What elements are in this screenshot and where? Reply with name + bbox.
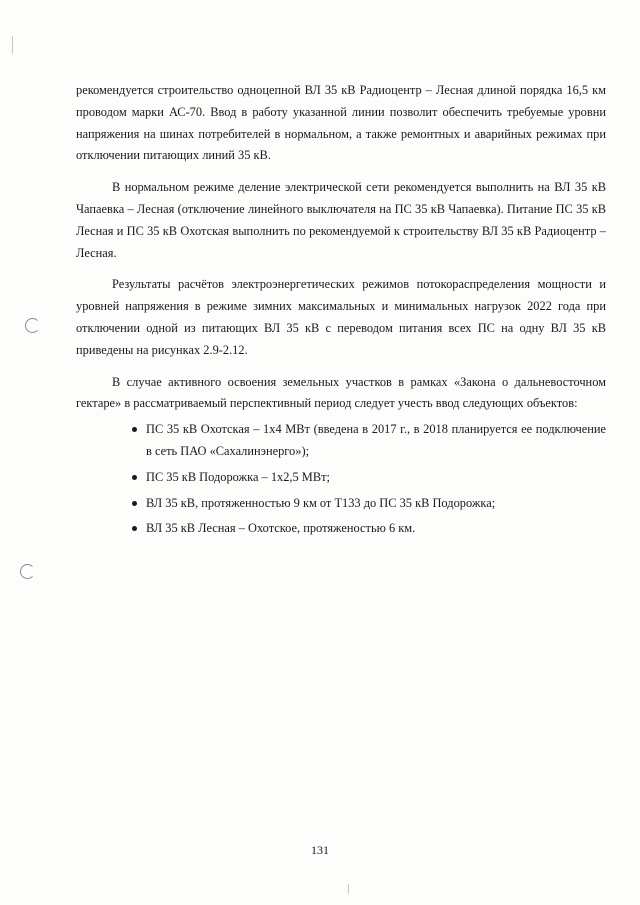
list-item xyxy=(76,518,606,540)
list-item-text: ВЛ 35 кВ Лесная – Охотское, протяженостью 6 км. xyxy=(146,521,416,536)
bullet-list xyxy=(76,419,606,540)
scan-artifact xyxy=(348,884,349,894)
list-item xyxy=(76,467,606,489)
list-item xyxy=(76,493,606,515)
list-item-text: ВЛ 35 кВ, протяженностью 9 км от Т133 до ПС 35 кВ Подорожка; xyxy=(146,495,496,510)
bullet-icon xyxy=(132,501,137,506)
list-item-text: ПС 35 кВ Охотская – 1х4 МВт (введена в 2017 г., в 2018 планируется ее подключение в сеть ПАО «Сахалинэнерго»); xyxy=(146,422,606,458)
scan-artifact xyxy=(12,36,13,54)
punch-hole-icon xyxy=(25,318,40,333)
paragraph: В случае активного освоения земельных участков в рамках «Закона о дальневосточном гектаре» в рассматриваемый перспективный период следует учесть ввод следующих объектов: xyxy=(76,374,606,411)
paragraph: В нормальном режиме деление электрической сети рекомендуется выполнить на ВЛ 35 кВ Чапаевка – Лесная (отключение линейного выключателя на ПС 35 кВ Чапаевка). Питание ПС 35 кВ Лесная и ПС 35 кВ Охотская выполнить по рекомендуемой к строительству ВЛ 35 кВ Радиоцентр – Лесная. xyxy=(76,180,606,260)
list-item-text: ПС 35 кВ Подорожка – 1х2,5 МВт; xyxy=(146,469,330,484)
punch-hole-icon xyxy=(20,564,35,579)
page-number: 131 xyxy=(311,843,329,857)
bullet-icon xyxy=(132,427,137,432)
paragraph: рекомендуется строительство одноцепной ВЛ 35 кВ Радиоцентр – Лесная длиной порядка 16,5 км проводом марки АС-70. Ввод в работу указанной линии позволит обеспечить требуемые уровни напряжения на шинах потребителей в нормальном, а также ремонтных и аварийных режимах при отключении питающих линий 35 кВ. xyxy=(76,83,606,163)
bullet-icon xyxy=(132,475,137,480)
body-text xyxy=(76,80,606,544)
paragraph: Результаты расчётов электроэнергетических режимов потокораспределения мощности и уровней напряжения в режиме зимних максимальных и минимальных нагрузок 2022 года при отключении одной из питающих ВЛ 35 кВ с переводом питания всех ПС на одну ВЛ 35 кВ приведены на рисунках 2.9-2.12. xyxy=(76,277,606,357)
bullet-icon xyxy=(132,526,137,531)
list-item xyxy=(76,419,606,463)
